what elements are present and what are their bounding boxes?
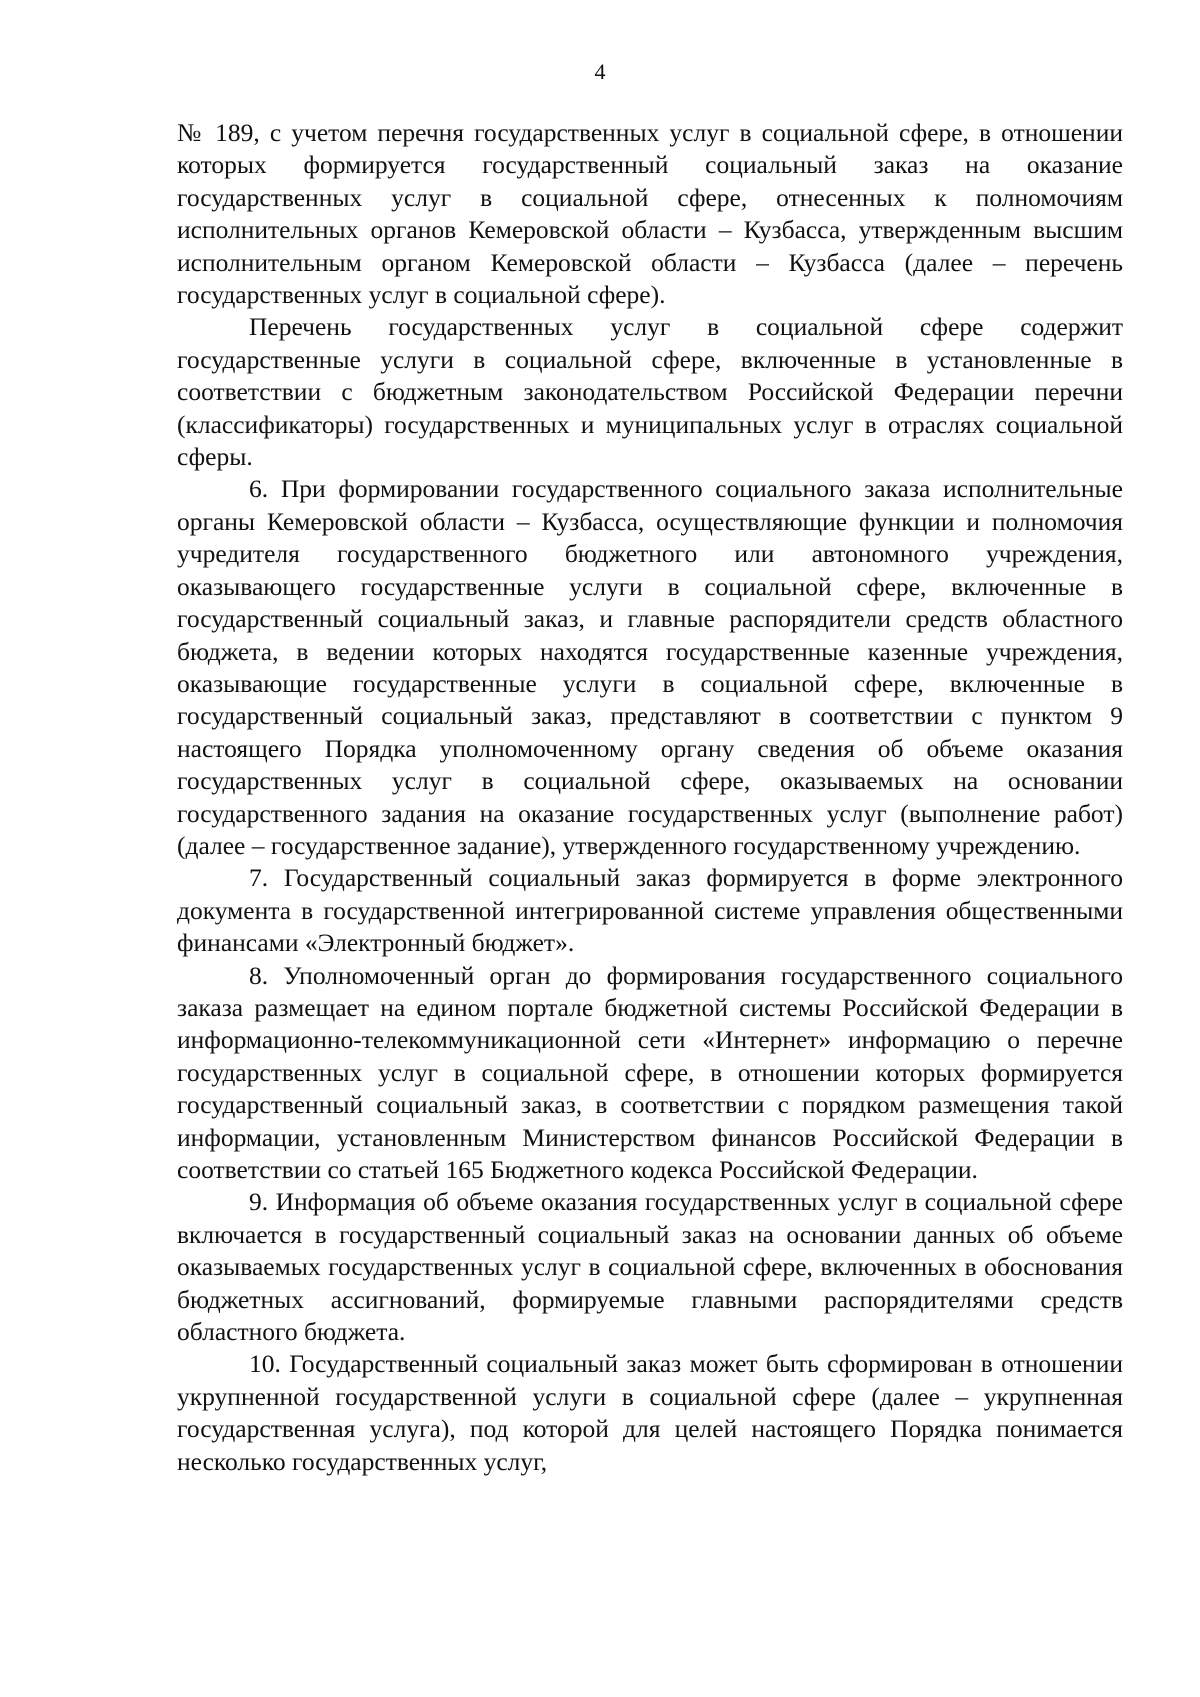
paragraph-services-list: Перечень государственных услуг в социальной сфере содержит государственные услуги в социальной сфере, включенные в установленные в соответствии с бюджетным законодательством Российской Федерации перечни (классификаторы) государственных и муниципальных услуг в отраслях социальной сферы.	[177, 312, 1123, 472]
document-body	[177, 117, 1123, 1478]
paragraph-item-8: 8. Уполномоченный орган до формирования государственного социального заказа размещает на едином портале бюджетной системы Российской Федерации в информационно-телекоммуникационной сети «Интернет» информацию о перечне государственных услуг в социальной сфере, в отношении которых формируется государственный социальный заказ, в соответствии с порядком размещения такой информации, установленным Министерством финансов Российской Федерации в соответствии со статьей 165 Бюджетного кодекса Российской Федерации.	[177, 960, 1123, 1184]
paragraph-item-9: 9. Информация об объеме оказания государственных услуг в социальной сфере включается в государственный социальный заказ на основании данных об объеме оказываемых государственных услуг в социальной сфере, включенных в обоснования бюджетных ассигнований, формируемые главными распорядителями средств областного бюджета.	[177, 1187, 1123, 1347]
paragraph-item-6: 6. При формировании государственного социального заказа исполнительные органы Кемеровской области – Кузбасса, осуществляющие функции и полномочия учредителя государственного бюджетного или автономного учреждения, оказывающего государственные услуги в социальной сфере, включенные в государственный социальный заказ, и главные распорядители средств областного бюджета, в ведении которых находятся государственные казенные учреждения, оказывающие государственные услуги в социальной сфере, включенные в государственный социальный заказ, представляют в соответствии с пунктом 9 настоящего Порядка уполномоченному органу сведения об объеме оказания государственных услуг в социальной сфере, оказываемых на основании государственного задания на оказание государственных услуг (выполнение работ) (далее – государственное задание), утвержденного государственному учреждению.	[177, 474, 1123, 860]
page-number: 4	[594, 59, 606, 84]
paragraph-item-10: 10. Государственный социальный заказ может быть сформирован в отношении укрупненной государственной услуги в социальной сфере (далее – укрупненная государственная услуга), под которой для целей настоящего Порядка понимается несколько государственных услуг,	[177, 1349, 1123, 1476]
paragraph-item-7: 7. Государственный социальный заказ формируется в форме электронного документа в государственной интегрированной системе управления общественными финансами «Электронный бюджет».	[177, 863, 1123, 958]
paragraph-continuation: № 189, с учетом перечня государственных услуг в социальной сфере, в отношении которых формируется государственный социальный заказ на оказание государственных услуг в социальной сфере, отнесенных к полномочиям исполнительных органов Кемеровской области – Кузбасса, утвержденным высшим исполнительным органом Кемеровской области – Кузбасса (далее – перечень государственных услуг в социальной сфере).	[177, 118, 1123, 310]
